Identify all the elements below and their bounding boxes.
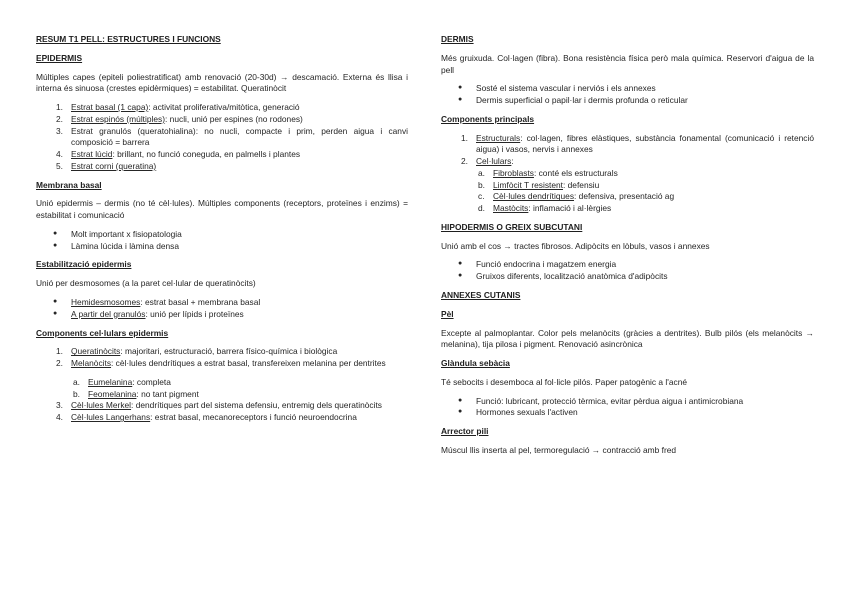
list-item <box>36 358 408 370</box>
item-term: Cèl·lules Langerhans <box>71 412 151 423</box>
list-marker: 5. <box>56 160 63 171</box>
list-marker: c. <box>478 191 485 202</box>
list-item <box>441 180 814 192</box>
bullet-icon: ● <box>53 241 58 249</box>
item-text: : no tant pigment <box>136 388 199 399</box>
item-text: : brillant, no funció coneguda, en palmells i plantes <box>112 149 301 160</box>
bullet-icon: ● <box>458 84 463 92</box>
item-text: : cèl·lules dendrítiques a estrat basal, transfereixen melanina per dentrites <box>111 358 386 369</box>
dermis-list <box>441 83 814 107</box>
list-item <box>36 161 408 173</box>
cellular-sublist <box>441 168 814 215</box>
list-marker: 2. <box>56 358 63 369</box>
glandula-text: Té sebocits i desemboca al fol·licle pilós. Paper patogènic a l'acné <box>441 376 688 387</box>
list-item <box>441 83 814 95</box>
components-epidermis-list <box>36 346 408 370</box>
components-epidermis-heading: Components cel·lulars epidermis <box>36 327 169 338</box>
list-item <box>441 95 814 107</box>
item-text: : inflamació i al·lèrgies <box>528 203 612 214</box>
item-term: Fibroblasts <box>493 167 534 178</box>
list-item <box>441 407 814 419</box>
item-term: Queratinòcits <box>71 346 121 357</box>
item-term: Estrat lúcid <box>71 149 113 160</box>
list-item <box>441 396 814 408</box>
membrana-text: Unió epidermis – dermis (no té cèl·lules). Múltiples components (receptors, proteïnes i enzims) = estabilitat i comunicació <box>36 198 408 221</box>
list-marker: 3. <box>56 400 63 411</box>
pel-text: Excepte al palmoplantar. Color pels melanòcits (gràcies a dentrites). Bulb pilós (els melanòcits → melanina), tija pilosa i pigment. Renovació asincrònica <box>441 327 814 350</box>
item-text: : <box>511 156 514 167</box>
item-text: : defensiva, presentació ag <box>574 191 675 202</box>
list-marker: b. <box>478 179 485 190</box>
item-text: Hormones sexuals l'activen <box>476 407 578 418</box>
item-term: Mastòcits <box>493 203 529 214</box>
item-text: Estrat granulós (queratohialina): no nucli, compacte i prim, perden aigua i canvi composició = barrera <box>71 125 408 148</box>
list-item <box>36 241 408 253</box>
item-text: : col·lagen, fibres elàstiques, substància fonamental (comunicació i retenció aigua) i vasos, nervis i annexes <box>476 132 814 155</box>
left-column <box>36 34 408 431</box>
list-item <box>36 309 408 321</box>
arrector-text: Múscul llis inserta al pel, termoregulació → contracció amb fred <box>441 444 677 455</box>
item-term: A partir del granulós <box>71 308 146 319</box>
right-column <box>441 34 814 464</box>
item-text: Gruixos diferents, localització anatòmica d'adipòcits <box>476 271 668 282</box>
item-term: Limfòcit T resistent <box>493 179 563 190</box>
bullet-icon: ● <box>458 260 463 268</box>
item-text: : estrat basal, mecanoreceptors i funció neuroendocrina <box>150 412 357 423</box>
list-item <box>36 412 408 424</box>
glandula-heading: Glàndula sebàcia <box>441 358 510 369</box>
item-term: Estrat basal (1 capa) <box>71 102 149 113</box>
estabilitzacio-heading: Estabilització epidermis <box>36 259 132 270</box>
list-item <box>36 114 408 126</box>
bullet-icon: ● <box>458 272 463 280</box>
item-term: Estructurals <box>476 132 521 143</box>
components-epidermis-list-cont <box>36 400 408 424</box>
list-item <box>36 126 408 150</box>
item-text: : nucli, unió per espines (no rodones) <box>165 113 303 124</box>
bullet-icon: ● <box>458 96 463 104</box>
list-marker: 1. <box>461 132 468 143</box>
components-principals-heading: Components principals <box>441 113 535 124</box>
list-item <box>36 400 408 412</box>
item-text: : activitat proliferativa/mitòtica, generació <box>148 102 300 113</box>
list-item <box>441 259 814 271</box>
list-marker: a. <box>478 167 485 178</box>
dermis-heading: DERMIS <box>441 34 474 44</box>
list-item <box>441 203 814 215</box>
list-marker: a. <box>73 376 80 387</box>
list-marker: 2. <box>461 156 468 167</box>
list-item <box>36 149 408 161</box>
glandula-list <box>441 396 814 420</box>
list-item <box>36 377 408 389</box>
membrana-heading: Membrana basal <box>36 179 102 190</box>
item-term: Hemidesmosomes <box>71 297 141 308</box>
bullet-icon: ● <box>53 309 58 317</box>
list-item <box>36 229 408 241</box>
list-marker: 3. <box>56 125 63 136</box>
list-item <box>441 271 814 283</box>
list-marker: 1. <box>56 102 63 113</box>
hipodermis-heading: HIPODERMIS O GREIX SUBCUTANI <box>441 221 583 232</box>
estabilitzacio-text: Unió per desmosomes (a la paret cel·lular de queratinòcits) <box>36 278 256 289</box>
item-term: Cel·lulars <box>476 156 512 167</box>
item-term: Feomelanina <box>88 388 137 399</box>
item-text: : dendrítiques part del sistema defensiu, entremig dels queratinòcits <box>131 400 382 411</box>
list-item <box>36 389 408 401</box>
item-text: : defensiu <box>562 179 600 190</box>
epidermis-heading: EPIDERMIS <box>36 52 83 63</box>
estabilitzacio-list <box>36 297 408 321</box>
item-text: Molt important x fisiopatologia <box>71 228 182 239</box>
epidermis-text: Múltiples capes (epiteli poliestratificat) amb renovació (20-30d) → descamació. Externa és llisa i interna és sinuosa (crestes epidèrmiques) = estabilitat. Queratinòcit <box>36 71 408 94</box>
pel-heading: Pèl <box>441 308 454 319</box>
list-item <box>36 346 408 358</box>
item-text: : unió per lípids i proteïnes <box>145 308 244 319</box>
item-term: Eumelanina <box>88 376 133 387</box>
list-marker: 1. <box>56 346 63 357</box>
arrector-heading: Arrector pili <box>441 426 489 437</box>
membrana-list <box>36 229 408 253</box>
item-text: Funció: lubricant, protecció tèrmica, evitar pèrdua aigua i antimicrobiana <box>476 395 744 406</box>
item-text: : estrat basal + membrana basal <box>140 297 261 308</box>
list-marker: 2. <box>56 113 63 124</box>
item-term: Cèl·lules dendrítiques <box>493 191 575 202</box>
components-principals-list <box>441 133 814 168</box>
list-item <box>441 133 814 157</box>
list-marker: 4. <box>56 412 63 423</box>
item-term: Estrat corni (queratina) <box>71 160 157 171</box>
bullet-icon: ● <box>458 396 463 404</box>
bullet-icon: ● <box>53 298 58 306</box>
item-text: Dermis superficial o papil·lar i dermis profunda o reticular <box>476 95 688 106</box>
list-item <box>441 191 814 203</box>
bullet-icon: ● <box>53 229 58 237</box>
hipodermis-list <box>441 259 814 283</box>
bullet-icon: ● <box>458 408 463 416</box>
melanin-sublist <box>36 377 408 401</box>
list-item <box>36 102 408 114</box>
list-marker: b. <box>73 388 80 399</box>
hipodermis-text: Unió amb el cos → tractes fibrosos. Adipòcits en lòbuls, vasos i annexes <box>441 240 710 251</box>
dermis-text: Més gruixuda. Col·lagen (fibra). Bona resistència física però mala química. Reservori d'aigua de la pell <box>441 52 814 75</box>
item-text: Sosté el sistema vascular i nerviós i els annexes <box>476 83 656 94</box>
epidermis-layers-list <box>36 102 408 173</box>
list-marker: 4. <box>56 149 63 160</box>
item-text: Funció endocrina i magatzem energia <box>476 259 617 270</box>
item-text: : majoritari, estructuració, barrera físico-química i biològica <box>120 346 338 357</box>
list-item <box>441 156 814 168</box>
list-marker: d. <box>478 203 485 214</box>
list-item <box>441 168 814 180</box>
item-text: Làmina lúcida i làmina densa <box>71 240 180 251</box>
list-item <box>36 297 408 309</box>
item-text: : completa <box>132 376 171 387</box>
item-term: Melanòcits <box>71 358 112 369</box>
item-term: Cèl·lules Merkel <box>71 400 132 411</box>
item-text: : conté els estructurals <box>533 167 618 178</box>
item-term: Estrat espinós (múltiples) <box>71 113 166 124</box>
annexes-heading: ANNEXES CUTANIS <box>441 290 521 301</box>
document-title: RESUM T1 PELL: ESTRUCTURES I FUNCIONS <box>36 34 221 44</box>
